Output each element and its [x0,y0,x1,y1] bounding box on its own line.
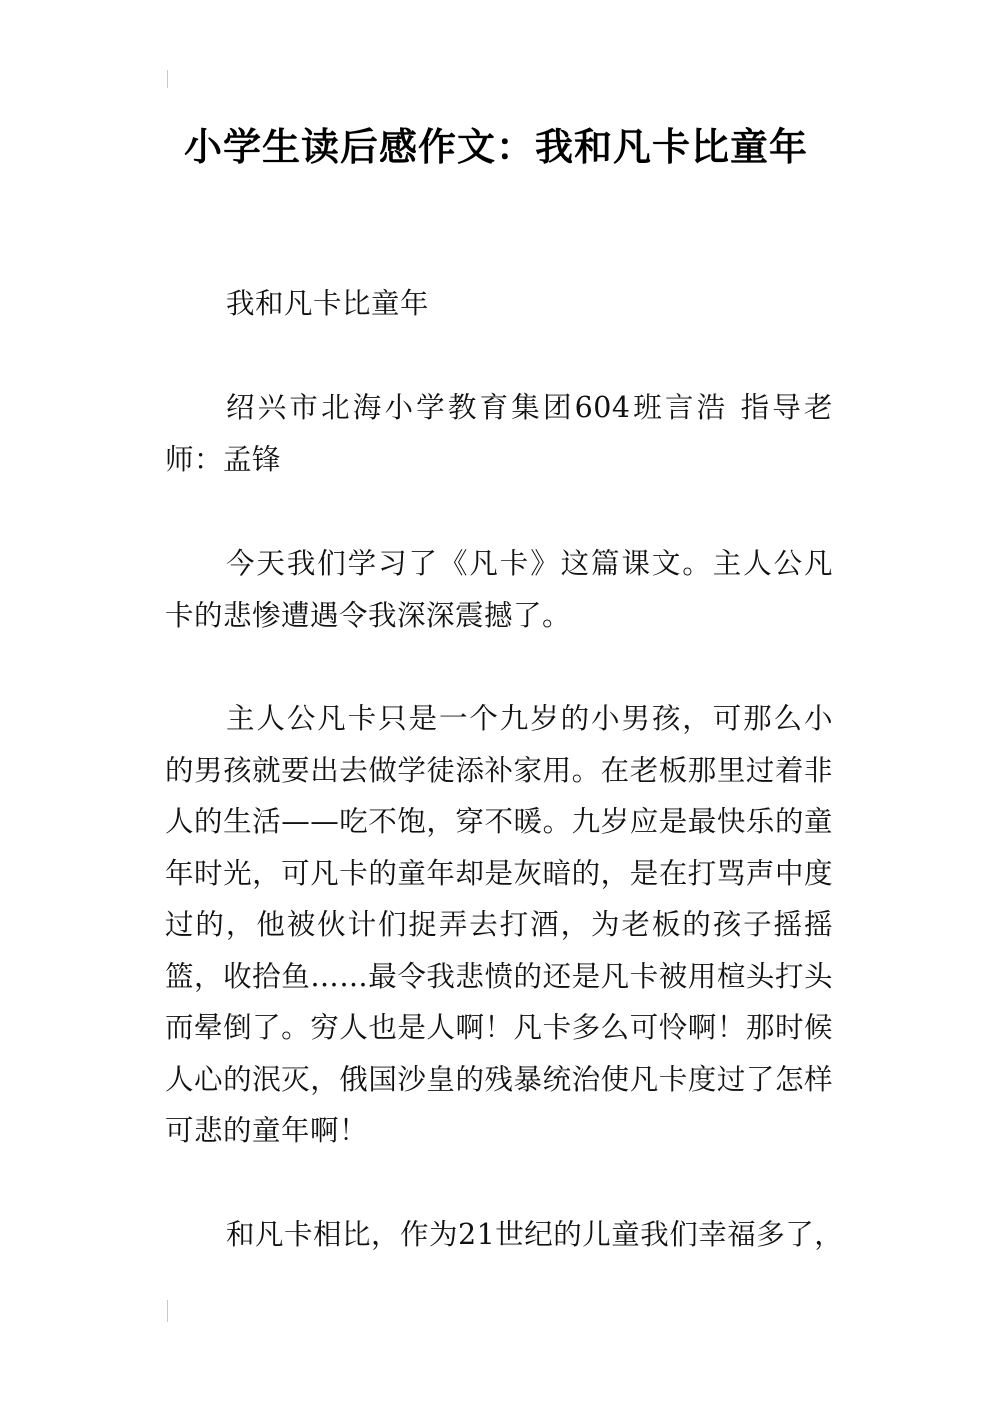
page-corner-mark-top [167,70,168,88]
author-line: 绍兴市北海小学教育集团604班言浩 指导老师：孟锋 [165,391,833,476]
paragraph-2: 主人公凡卡只是一个九岁的小男孩，可那么小的男孩就要出去做学徒添补家用。在老板那里过着非人的生活——吃不饱，穿不暖。九岁应是最快乐的童年时光，可凡卡的童年却是灰暗的，是在打骂声中度过的，他被伙计们捉弄去打酒，为老板的孩子摇摇篮，收拾鱼……最令我悲愤的还是凡卡被用楦头打头而晕倒了。穷人也是人啊！凡卡多么可怜啊！那时候人心的泯灭，俄国沙皇的残暴统治使凡卡度过了怎样可悲的童年啊！ [165,702,833,1147]
page-corner-mark-bottom [167,1300,168,1322]
paragraph-3: 和凡卡相比，作为21世纪的儿童我们幸福多了， [226,1218,844,1251]
document-title: 小学生读后感作文：我和凡卡比童年 [183,125,808,169]
paragraph-1: 今天我们学习了《凡卡》这篇课文。主人公凡卡的悲惨遭遇令我深深震撼了。 [165,547,833,632]
essay-subtitle: 我和凡卡比童年 [226,287,430,320]
